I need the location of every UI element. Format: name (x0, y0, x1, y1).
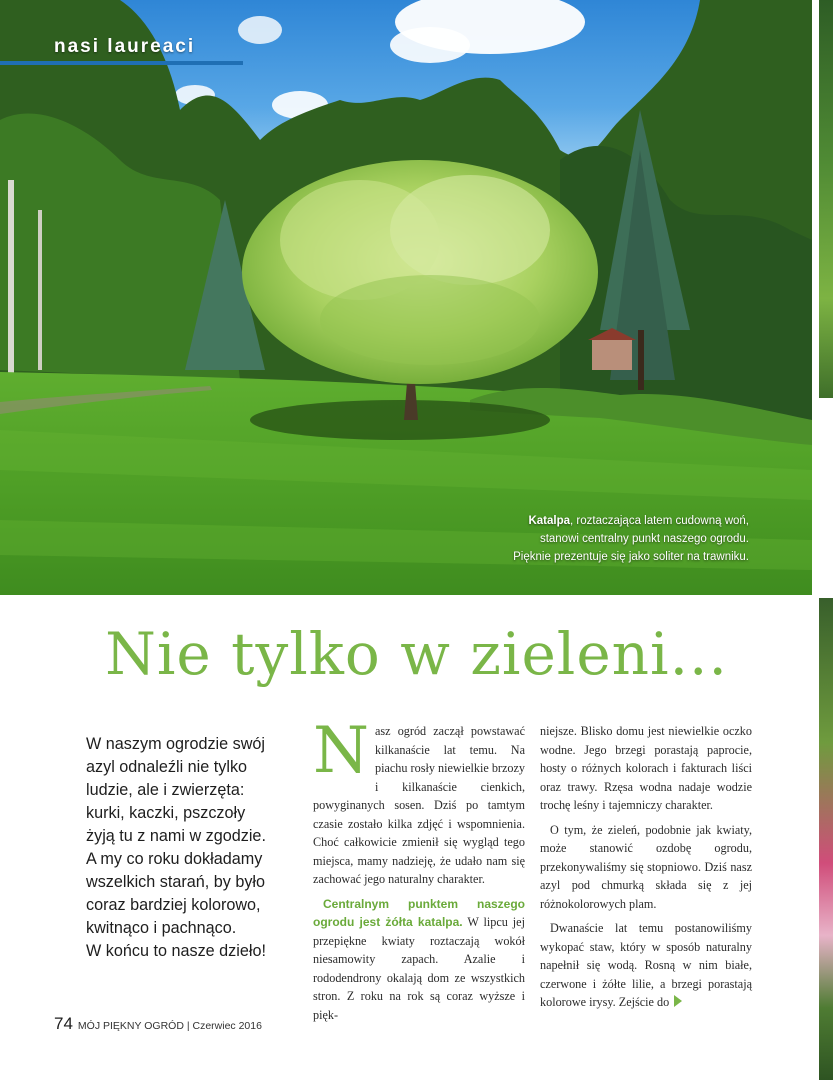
intro-line: kurki, kaczki, pszczoły (86, 804, 246, 822)
caption-line-1: , roztaczająca latem cudowną woń, (570, 515, 749, 527)
paragraph-2 (313, 895, 525, 1025)
issue-date: Czerwiec 2016 (192, 1020, 262, 1032)
magazine-name: MÓJ PIĘKNY OGRÓD (77, 1020, 184, 1032)
section-label: nasi laureaci (54, 36, 196, 57)
intro-line: kwitnąco i pachnąco. (86, 919, 237, 937)
footer-separator: | (183, 1020, 193, 1032)
intro-line: W końcu to nasze dzieło! (86, 942, 266, 960)
caption-line-2: stanowi centralny punkt naszego ogrodu. (539, 533, 749, 545)
intro-line: ludzie, ale i zwierzęta: (86, 781, 245, 799)
article-column-2 (540, 722, 752, 1018)
article-title: Nie tylko w zieleni... (105, 620, 728, 688)
drop-cap: N (313, 714, 369, 788)
paragraph-5-text: Dwanaście lat temu postanowiliśmy wykopać staw, który w sposób naturalny napełnił się wodą. Rosną w nim białe, czerwone i żółte lilie, a brzegi porastają kolorowe irysy. Zejście do (540, 921, 752, 1009)
paragraph-1 (313, 714, 525, 889)
article-column-1 (313, 714, 525, 1030)
intro-line: azyl odnaleźli nie tylko (86, 758, 248, 776)
page-number: 74 (54, 1014, 73, 1033)
article-intro (86, 733, 282, 963)
paragraph-3: niejsze. Blisko domu jest niewielkie oczko wodne. Jego brzegi porastają paprocie, hosty o różnych kolorach i fakturach liści oraz trawy. Rzęsa wodna nadaje wodzie trochę leśny i tajemniczy charakter. (540, 724, 752, 812)
photo-caption (449, 512, 749, 566)
continue-arrow-icon (674, 995, 682, 1007)
caption-bold-term: Katalpa (528, 515, 571, 527)
caption-line-3: Pięknie prezentuje się jako soliter na trawniku. (513, 551, 749, 563)
page-footer (54, 1014, 262, 1034)
intro-line: żyją tu z nami w zgodzie. (86, 827, 266, 845)
paragraph-4: O tym, że zieleń, podobnie jak kwiaty, może stanowić ozdobę ogrodu, przekonywaliśmy się stopniowo. Dziś nasz azyl pod chmurką składa się z jej różnokolorowych plam. (540, 822, 752, 911)
paragraph-5 (540, 919, 752, 1012)
paragraph-2-text: W lipcu jej przepiękne kwiaty roztaczają wokół niesamowity zapach. Azalie i rododendrony okalają dom ze wszystkich stron. Z roku na rok są coraz wyższe i pięk- (313, 915, 525, 1022)
section-label-rule (0, 61, 243, 65)
highlighted-sentence: Centralnym punktem naszego ogrodu jest żółta katalpa. (313, 896, 525, 929)
intro-line: W naszym ogrodzie swój (86, 735, 266, 753)
intro-line: A my co roku dokładamy (86, 850, 263, 868)
intro-line: coraz bardziej kolorowo, (86, 896, 261, 914)
paragraph-1-text: asz ogród zaczął powstawać kilkanaście lat temu. Na piachu rosły niewielkie brzozy i kilkanaście cienkich, powyginanych sosen. Dziś po tamtym czasie zostało kilka zdjęć i wspomnienia. Choć całkowicie zmienił się wygląd tego miejsca, mamy nadzieję, że udało nam się zachować jego naturalny charakter. (313, 724, 525, 886)
adjacent-page-photo-top (819, 0, 833, 398)
intro-line: wszelkich starań, by było (86, 873, 266, 891)
